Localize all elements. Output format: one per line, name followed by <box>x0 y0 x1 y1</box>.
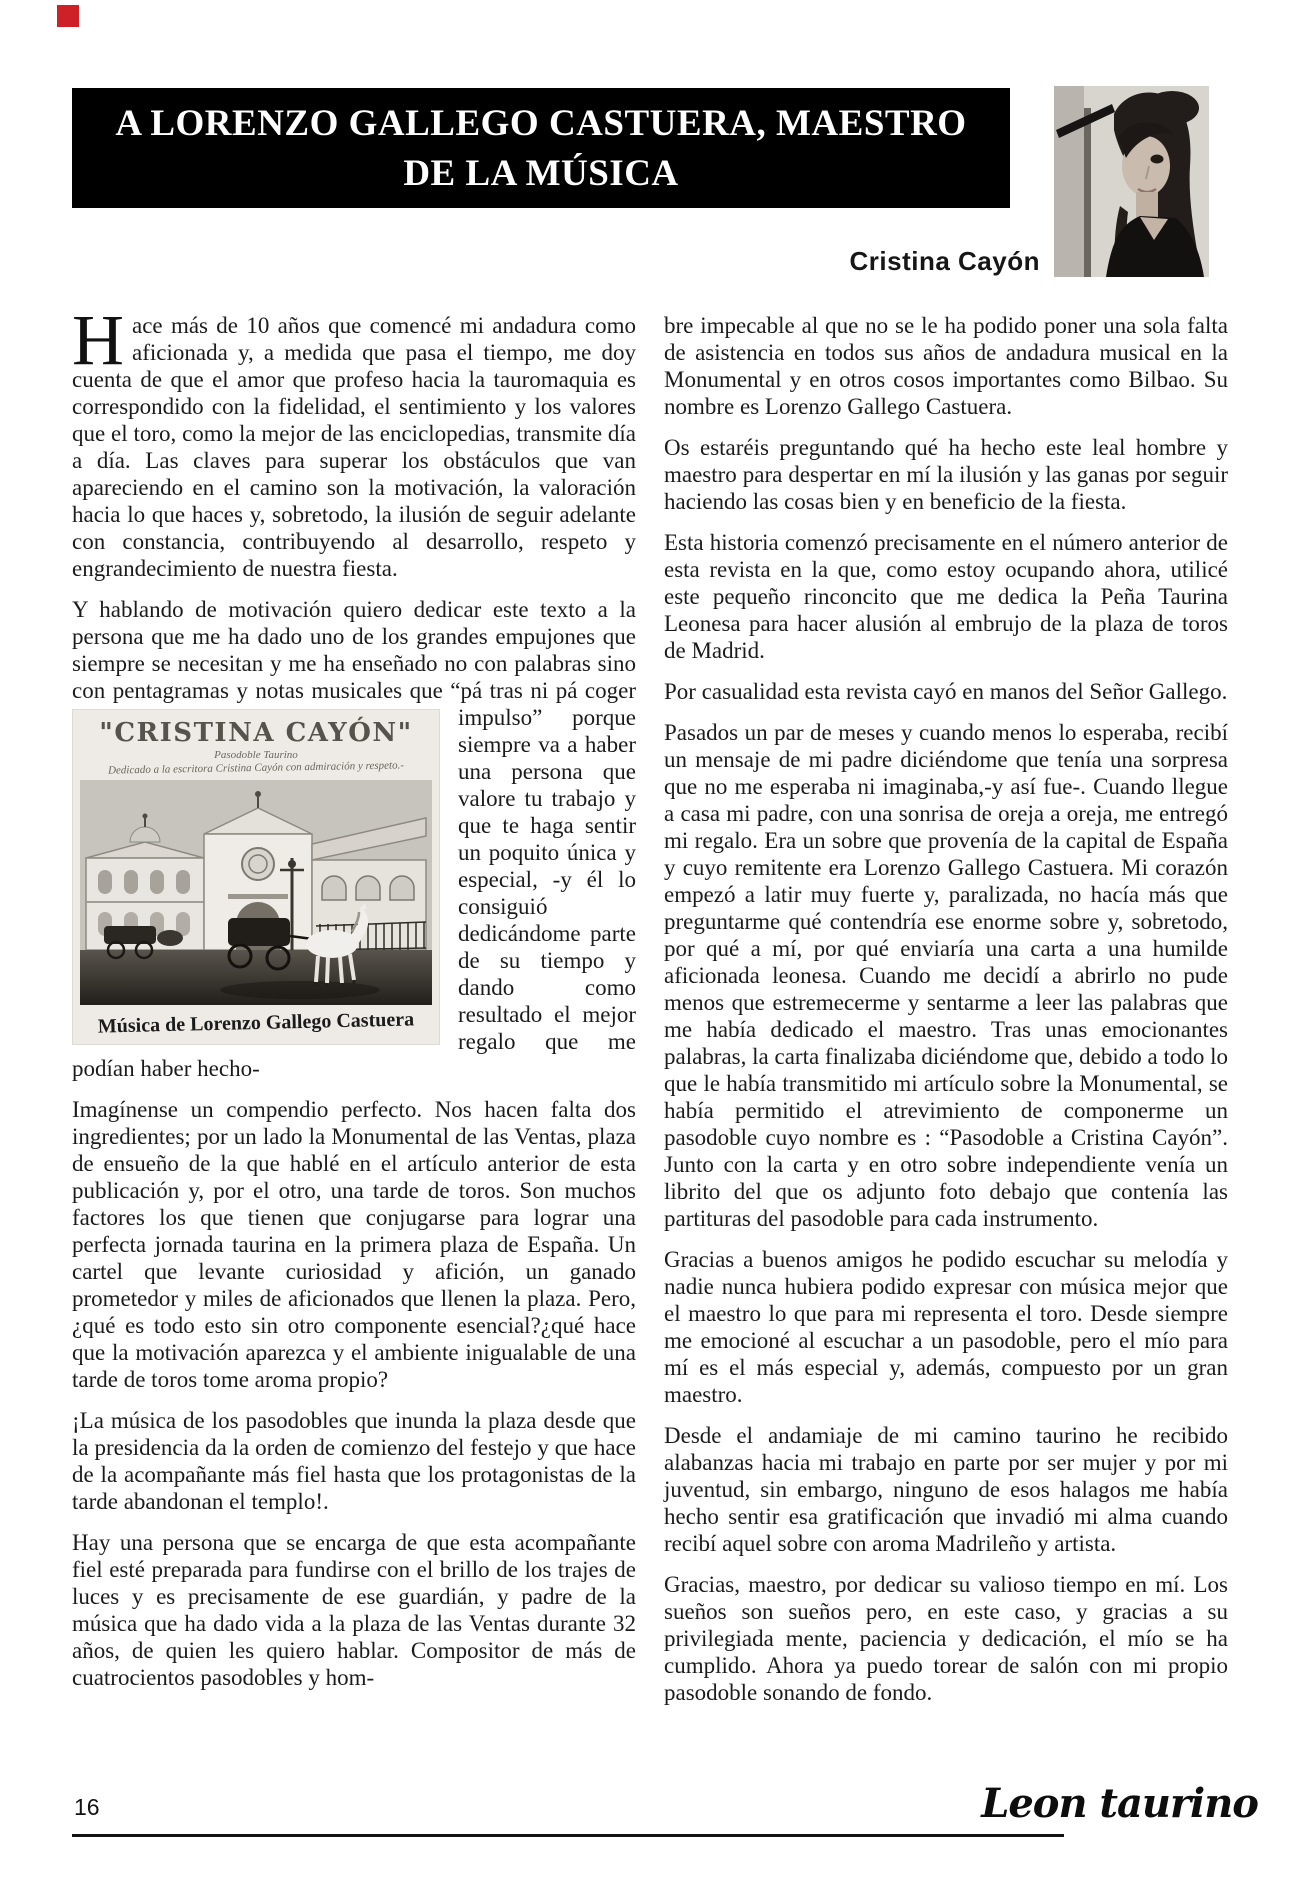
article-title-line2: DE LA MÚSICA <box>403 153 679 194</box>
paragraph: Imagínense un compendio perfecto. Nos hacen falta dos ingredientes; por un lado la Monumental de las Ventas, plaza de ensueño de la que hablé en el artículo anterior de esta publicación y, por el otro, una tarde de toros. Son muchos factores los que tienen que conjugarse para lograr una perfecta jornada taurina en la primera plaza de España. Un cartel que levante curiosidad y afición, un ganado prometedor y miles de aficionados que llenen la plaza. Pero, ¿qué es todo esto sin otro componente esencial?¿qué hace que la motivación aparezca y el ambiente inigualable de una tarde de toros tome aroma propio? <box>72 1097 636 1392</box>
pasodoble-booklet-figure <box>72 709 440 1045</box>
paragraph: Os estaréis preguntando qué ha hecho este leal hombre y maestro para despertar en mí la ilusión y las ganas por seguir haciendo las cosas bien y en beneficio de la fiesta. <box>664 435 1228 514</box>
paragraph-text: Y hablando de motivación quiero dedicar este texto a la persona que me ha dado uno de los grandes empujones que siempre se necesitan y me ha enseñado no con palabras sino con pentagramas y notas musicales que “pá <box>72 597 636 703</box>
author-name: Cristina Cayón <box>849 246 1040 276</box>
paragraph: Por casualidad esta revista cayó en manos del Señor Gallego. <box>664 679 1228 704</box>
booklet-caption: Música de Lorenzo Gallego Castuera <box>97 1008 415 1038</box>
corner-accent-square <box>57 5 79 27</box>
left-column <box>72 300 636 1706</box>
bullring-photo-image <box>80 780 432 1005</box>
paragraph: Gracias, maestro, por dedicar su valioso tiempo en mí. Los sueños son sueños pero, en este caso, y gracias a su privilegiada mente, paciencia y dedicación, el mío se ha cumplido. Ahora ya puedo torear de salón con mi propio pasodoble sonando de fondo. <box>664 1572 1228 1705</box>
booklet-title: "CRISTINA CAYÓN" <box>99 718 413 748</box>
page-number: 16 <box>74 1794 100 1820</box>
booklet-subtitle: Pasodoble Taurino <box>214 749 298 761</box>
paragraph: ¡La música de los pasodobles que inunda la plaza desde que la presidencia da la orden de comienzo del festejo y que hace de la acompañante más fiel hasta que los protagonistas de la tarde abandonan el templo!. <box>72 1408 636 1514</box>
paragraph: Esta historia comenzó precisamente en el número anterior de esta revista en la que, como estoy ocupando ahora, utilicé este pequeño rinconcito que me dedica la Peña Taurina Leonesa para hacer alusión al embrujo de la plaza de toros de Madrid. <box>664 530 1228 663</box>
paragraph-text: tras ni pá coger impulso” porque siempre va a haber una persona que valore tu trabajo y que te haga sentir un poquito única y especial, -y él lo consiguió dedicándome parte de su tiempo y dando como resultado el mejor regalo que me podían haber hecho- <box>72 678 636 1081</box>
paragraph: Pasados un par de meses y cuando menos lo esperaba, recibí un mensaje de mi padre diciéndome que tenía una sorpresa que no me esperaba ni imaginaba,-y así fue-. Cuando llegue a casa mi padre, con una sonrisa de oreja a oreja, me entregó mi regalo. Era un sobre que provenía de la capital de España y cuyo remitente era Lorenzo Gallego Castuera. Mi corazón empezó a latir muy fuerte y, paralizada, no hacía más que preguntarme qué contendría ese enorme sobre y, sobretodo, por qué a mí, por qué enviaría una carta a una humilde aficionada leonesa. Cuando me decidí a abrirlo no pude menos que estremecerme y sentarme a leer las palabras que me había dedicado el maestro. Tras unas emocionantes palabras, la carta finalizaba diciéndome que, debido a todo lo que le había transmitido mi artículo sobre la Monumental, se había permitido el atrevimiento de componerme un pasodoble cuyo nombre es : “Pasodoble a Cristina Cayón”. Junto con la carta y en otro sobre independiente venía un librito del que os adjunto foto debajo que contenía las partituras del pasodoble para cada instrumento. <box>664 720 1228 1231</box>
right-column <box>664 312 1228 1706</box>
paragraph: bre impecable al que no se le ha podido poner una sola falta de asistencia en todos sus años de andadura musical en la Monumental y en otros cosos importantes como Bilbao. Su nombre es Lorenzo Gallego Castuera. <box>664 313 1228 419</box>
article-body <box>72 300 1228 1706</box>
author-photo <box>1054 86 1209 277</box>
drop-cap: H <box>72 300 124 380</box>
booklet-dedication: Dedicado a la escritora Cristina Cayón con admiración y respeto.- <box>107 759 405 777</box>
bullring-photo <box>80 780 432 1005</box>
article-title-line1: A LORENZO GALLEGO CASTUERA, MAESTRO <box>115 103 967 144</box>
paragraph: Desde el andamiaje de mi camino taurino he recibido alabanzas hacia mi trabajo en parte por ser mujer y por mi juventud, sin embargo, ninguno de esos halagos me había hecho sentir esa gratificación que invadió mi alma cuando recibí aquel sobre con aroma Madrileño y artista. <box>664 1423 1228 1556</box>
paragraph <box>72 300 636 582</box>
paragraph: Gracias a buenos amigos he podido escuchar su melodía y nadie nunca hubiera podido expresar con música mejor que el maestro lo que para mi representa el toro. Desde siempre me emocioné al escuchar a un pasodoble, pero el mío para mí es el más especial y, además, compuesto por un gran maestro. <box>664 1247 1228 1407</box>
footer-rule <box>72 1834 1064 1837</box>
paragraph <box>72 596 636 1082</box>
paragraph: Hay una persona que se encarga de que esta acompañante fiel esté preparada para fundirse con el brillo de los trajes de luces y es precisamente de ese guardián, y padre de la música que ha dado vida a la plaza de las Ventas durante 32 años, de quien les quiero hablar. Compositor de más de cuatrocientos pasodobles y hom- <box>72 1530 636 1690</box>
paragraph-text: ace más de 10 años que comencé mi andadura como aficionada y, a medida que pasa el tiempo, me doy cuenta de que el amor que profeso hacia la tauromaquia es correspondido con la fidelidad, el sentimiento y los valores que el toro, como la mejor de las enciclopedias, transmite día a día. Las claves para superar los obstáculos que van apareciendo en el camino son la motivación, la valoración hacia lo que haces y, sobretodo, la ilusión de seguir adelante con constancia, contribuyendo al desarrollo, respeto y engrandecimiento de nuestra fiesta. <box>72 313 636 581</box>
author-photo-image <box>1054 86 1209 277</box>
magazine-logo: Leon taurino <box>981 1780 1258 1827</box>
article-title-banner <box>72 88 1010 208</box>
